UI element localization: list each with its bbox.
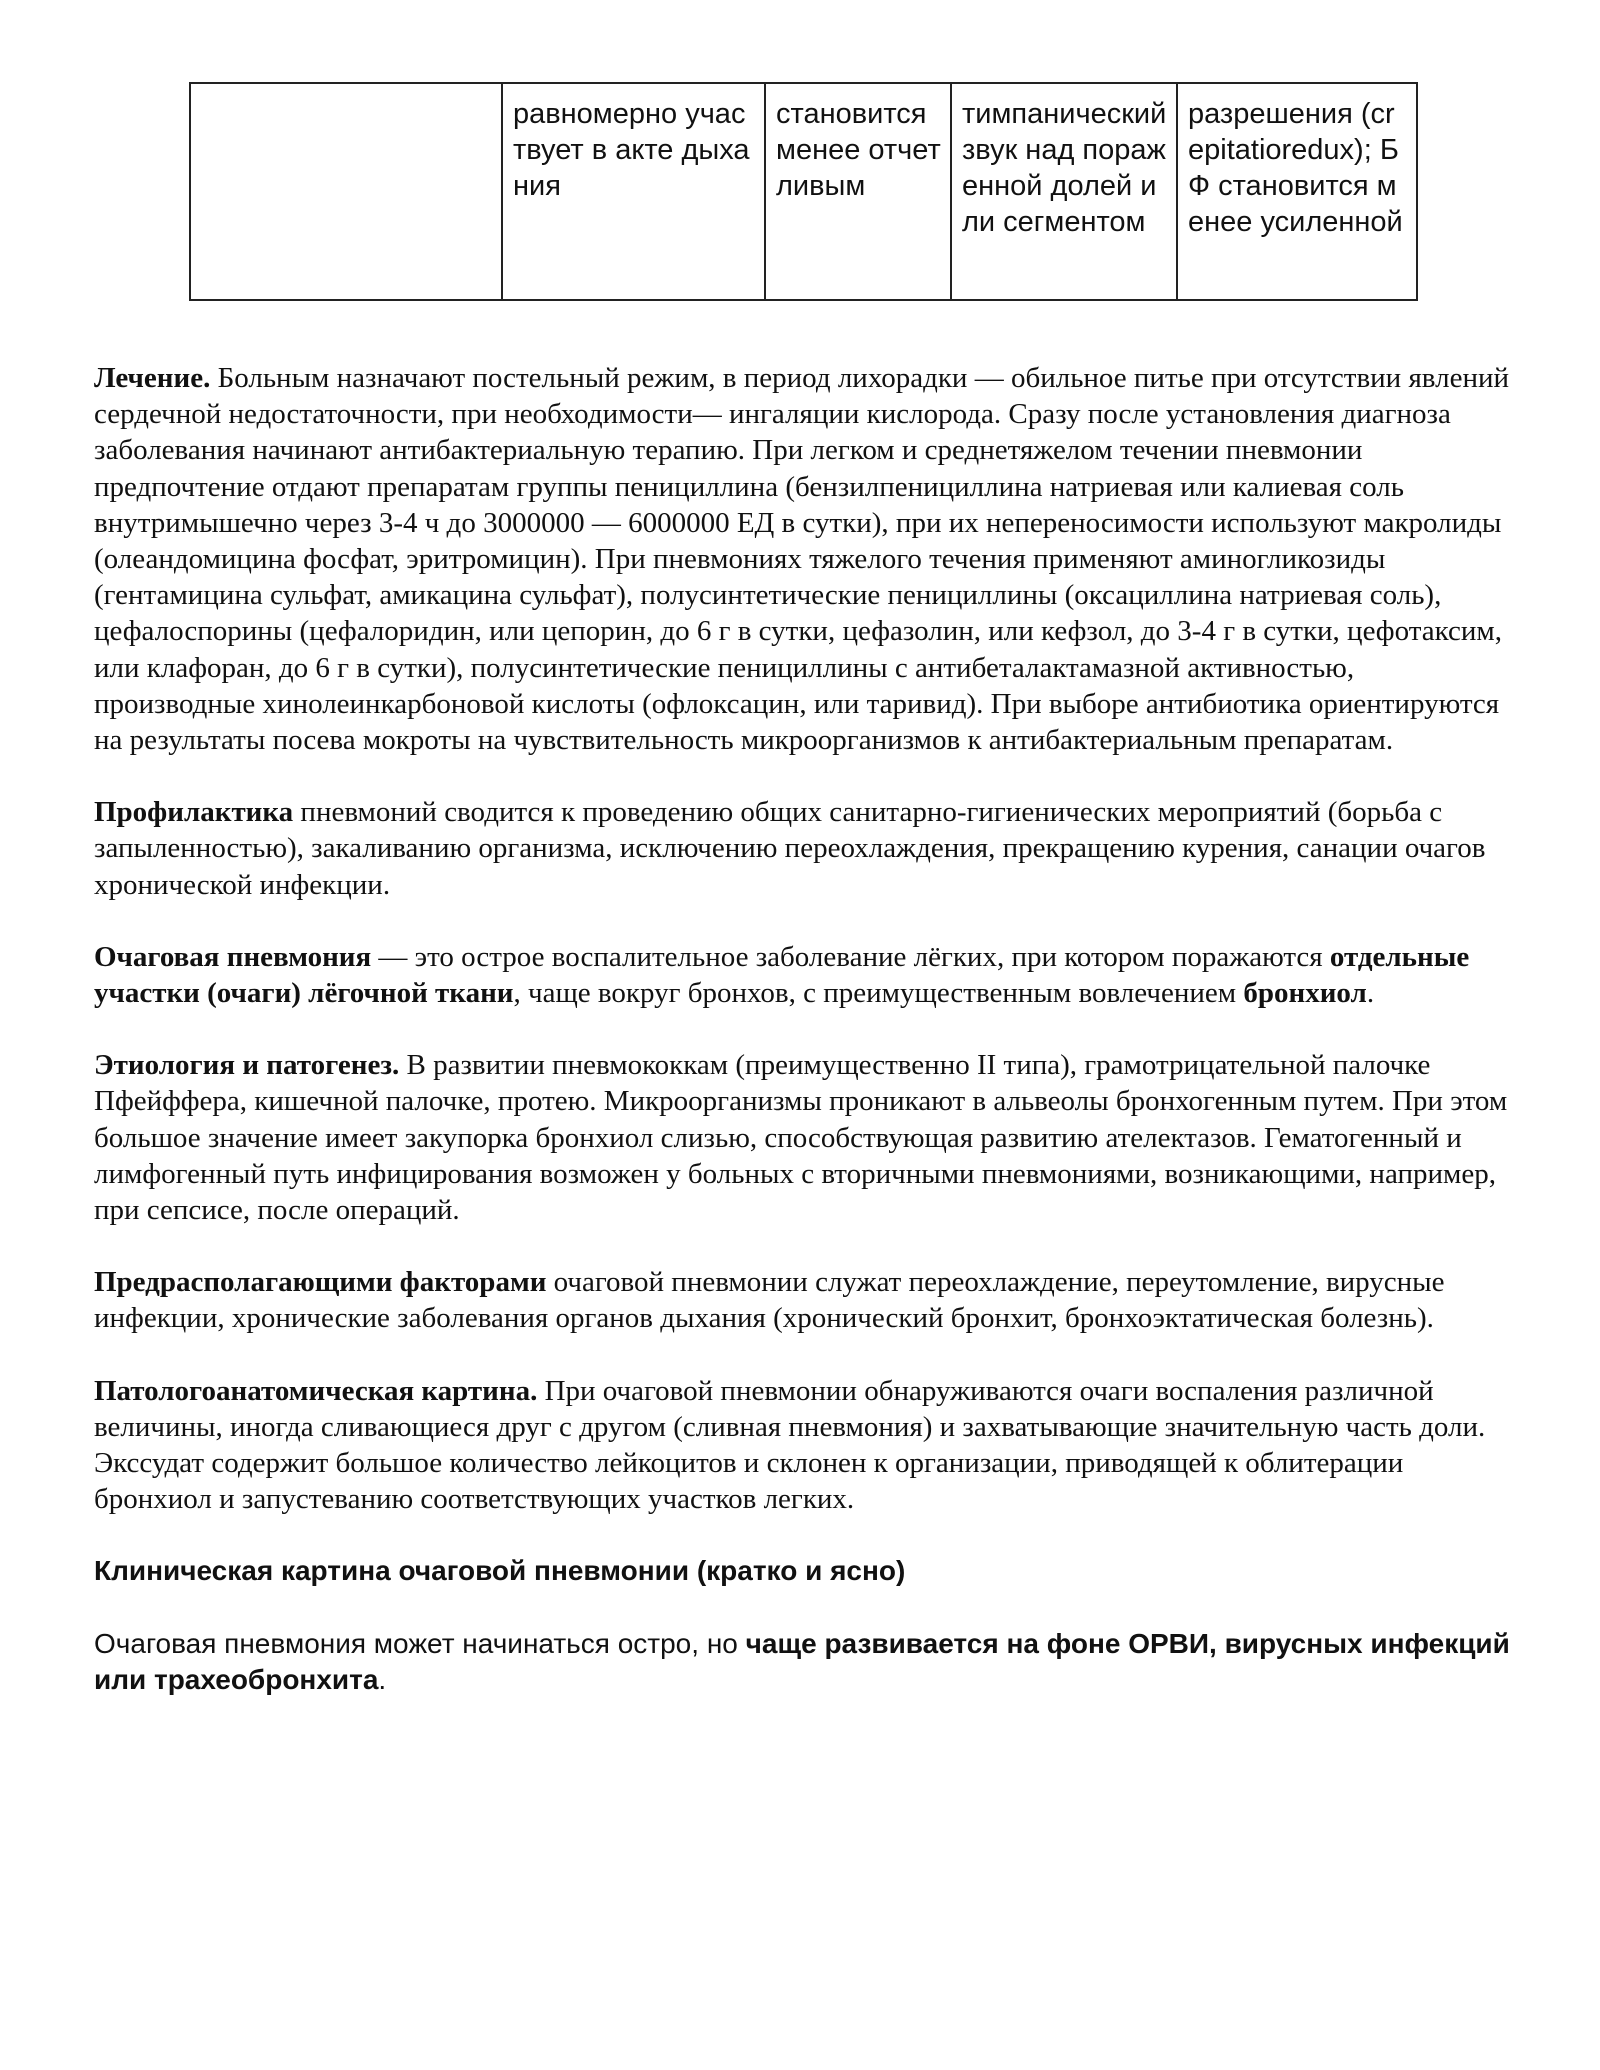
etiology-text: В развитии пневмококкам (преимущественно II типа), грамотрицательной палочке Пфейффера, кишечной палочке, протею. Микроорганизмы проникают в альвеолы бронхогенным путем. При этом большое значение имеет закупорка бронхиол слизью, способствующая развитию ателектазов. Гематогенный и лимфогенный путь инфицирования возможен у больных с вторичными пневмониями, возникающими, например, при сепсисе, после операций.: [94, 1049, 1508, 1227]
focal-text-2: , чаще вокруг бронхов, с преимущественным вовлечением: [513, 977, 1244, 1010]
prevention-text: пневмоний сводится к проведению общих санитарно-гигиенических мероприятий (борьба с запыленностью), закаливанию организма, исключению переохлаждения, прекращению курения, санации очагов хронической инфекции.: [94, 796, 1486, 901]
treatment-heading: Лечение.: [94, 362, 211, 394]
table-cell: тимпанический звук над пораженной долей или сегментом: [951, 83, 1177, 300]
focal-pneumonia-paragraph: [94, 939, 1514, 1011]
onset-bold: чаще развивается на фоне ОРВИ, вирусных инфекций или трахеобронхита: [94, 1627, 1510, 1695]
pathology-paragraph: [94, 1373, 1514, 1518]
clinical-heading: Клиническая картина очаговой пневмонии (кратко и ясно): [94, 1555, 906, 1587]
onset-paragraph: [94, 1626, 1514, 1698]
pathology-text: При очаговой пневмонии обнаруживаются очаги воспаления различной величины, иногда сливающиеся друг с другом (сливная пневмония) и захватывающие значительную часть доли. Экссудат содержит большое количество лейкоцитов и склонен к организации, приводящей к облитерации бронхиол и запустеванию соответствующих участков легких.: [94, 1374, 1486, 1516]
focal-bold-1: отдельные участки (очаги) лёгочной ткани: [94, 940, 1470, 1010]
factors-heading: Предрасполагающими факторами: [94, 1266, 547, 1299]
etiology-heading: Этиология и патогенез.: [94, 1049, 400, 1082]
treatment-text: Больным назначают постельный режим, в период лихорадки — обильное питье при отсутствии явлений сердечной недостаточности, при необходимости— ингаляции кислорода. Сразу после установления диагноза заболевания начинают антибактериальную терапию. При легком и среднетяжелом течении пневмонии предпочтение отдают препаратам группы пенициллина (бензилпенициллина натриевая или калиевая соль внутримышечно через 3-4 ч до 3000000 — 6000000 ЕД в сутки), при их непереносимости используют макролиды (олеандомицина фосфат, эритромицин). При пневмониях тяжелого течения применяют аминогликозиды (гентамицина сульфат, амикацина сульфат), полусинтетические пенициллины (оксациллина натриевая соль), цефалоспорины (цефалоридин, или цепорин, до 6 г в сутки, цефазолин, или кефзол, до 3-4 г в сутки, цефотаксим, или клафоран, до 6 г в сутки), полусинтетические пенициллины с антибеталактамазной активностью, производные хинолеинкарбоновой кислоты (офлоксацин, или таривид). При выборе антибиотика ориентируются на результаты посева мокроты на чувствительность микроорганизмов к антибактериальным препаратам.: [94, 362, 1509, 757]
focal-pneumonia-heading: Очаговая пневмония: [94, 940, 372, 973]
prevention-paragraph: [94, 794, 1514, 903]
factors-text: очаговой пневмонии служат переохлаждение, переутомление, вирусные инфекции, хронические заболевания органов дыхания (хронический бронхит, бронхоэктатическая болезнь).: [94, 1266, 1445, 1335]
onset-text: Очаговая пневмония может начинаться остро, но: [94, 1627, 746, 1659]
onset-end: .: [378, 1663, 387, 1695]
focal-text-1: — это острое воспалительное заболевание лёгких, при котором поражаются: [371, 940, 1330, 973]
symptoms-table-fragment: [189, 82, 1418, 301]
table-cell: разрешения (crepitatioredux); БФ становится менее усиленной: [1177, 83, 1417, 300]
treatment-paragraph: [94, 360, 1514, 758]
pathology-heading: Патологоанатомическая картина.: [94, 1374, 538, 1407]
etiology-paragraph: [94, 1047, 1514, 1228]
prevention-heading: Профилактика: [94, 796, 294, 829]
focal-text-3: .: [1366, 977, 1375, 1010]
table-cell: [190, 83, 502, 300]
table-cell: равномерно участвует в акте дыхания: [502, 83, 765, 300]
document-body: [94, 360, 1514, 1734]
table-row: [190, 83, 1417, 300]
focal-bold-2: бронхиол: [1243, 977, 1367, 1010]
factors-paragraph: [94, 1264, 1514, 1336]
table-cell: становится менее отчетливым: [765, 83, 951, 300]
clinical-heading-paragraph: [94, 1553, 1514, 1589]
